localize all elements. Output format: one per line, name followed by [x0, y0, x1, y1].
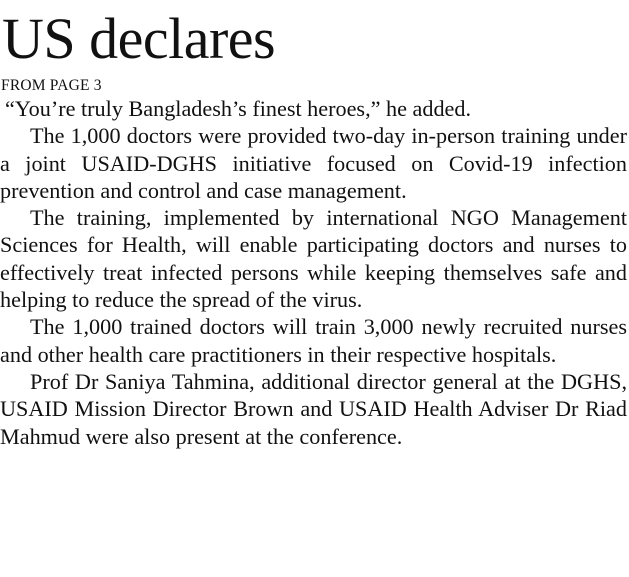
paragraph-quote: “You’re truly Bangladesh’s finest heroes,” he added. [5, 96, 472, 121]
jump-line: FROM PAGE 3 [1, 77, 102, 94]
paragraph-nurses: The 1,000 trained doctors will train 3,000 newly recruited nurses and other health care practitioners in their respective hospitals. [0, 314, 627, 367]
paragraph-implementation: The training, implemented by international NGO Management Sciences for Health, will enable participating doctors and nurses to effectively treat infected persons while keeping themselves safe and helping to reduce the spread of the virus. [0, 205, 627, 313]
article-body [0, 95, 629, 450]
headline: US declares [2, 6, 276, 71]
paragraph-training: The 1,000 doctors were provided two-day in-person training under a joint USAID-DGHS initiative focused on Covid-19 infection prevention and control and case management. [0, 123, 627, 203]
paragraph-attendees: Prof Dr Saniya Tahmina, additional director general at the DGHS, USAID Mission Director Brown and USAID Health Adviser Dr Riad Mahmud were also present at the conference. [0, 368, 627, 449]
